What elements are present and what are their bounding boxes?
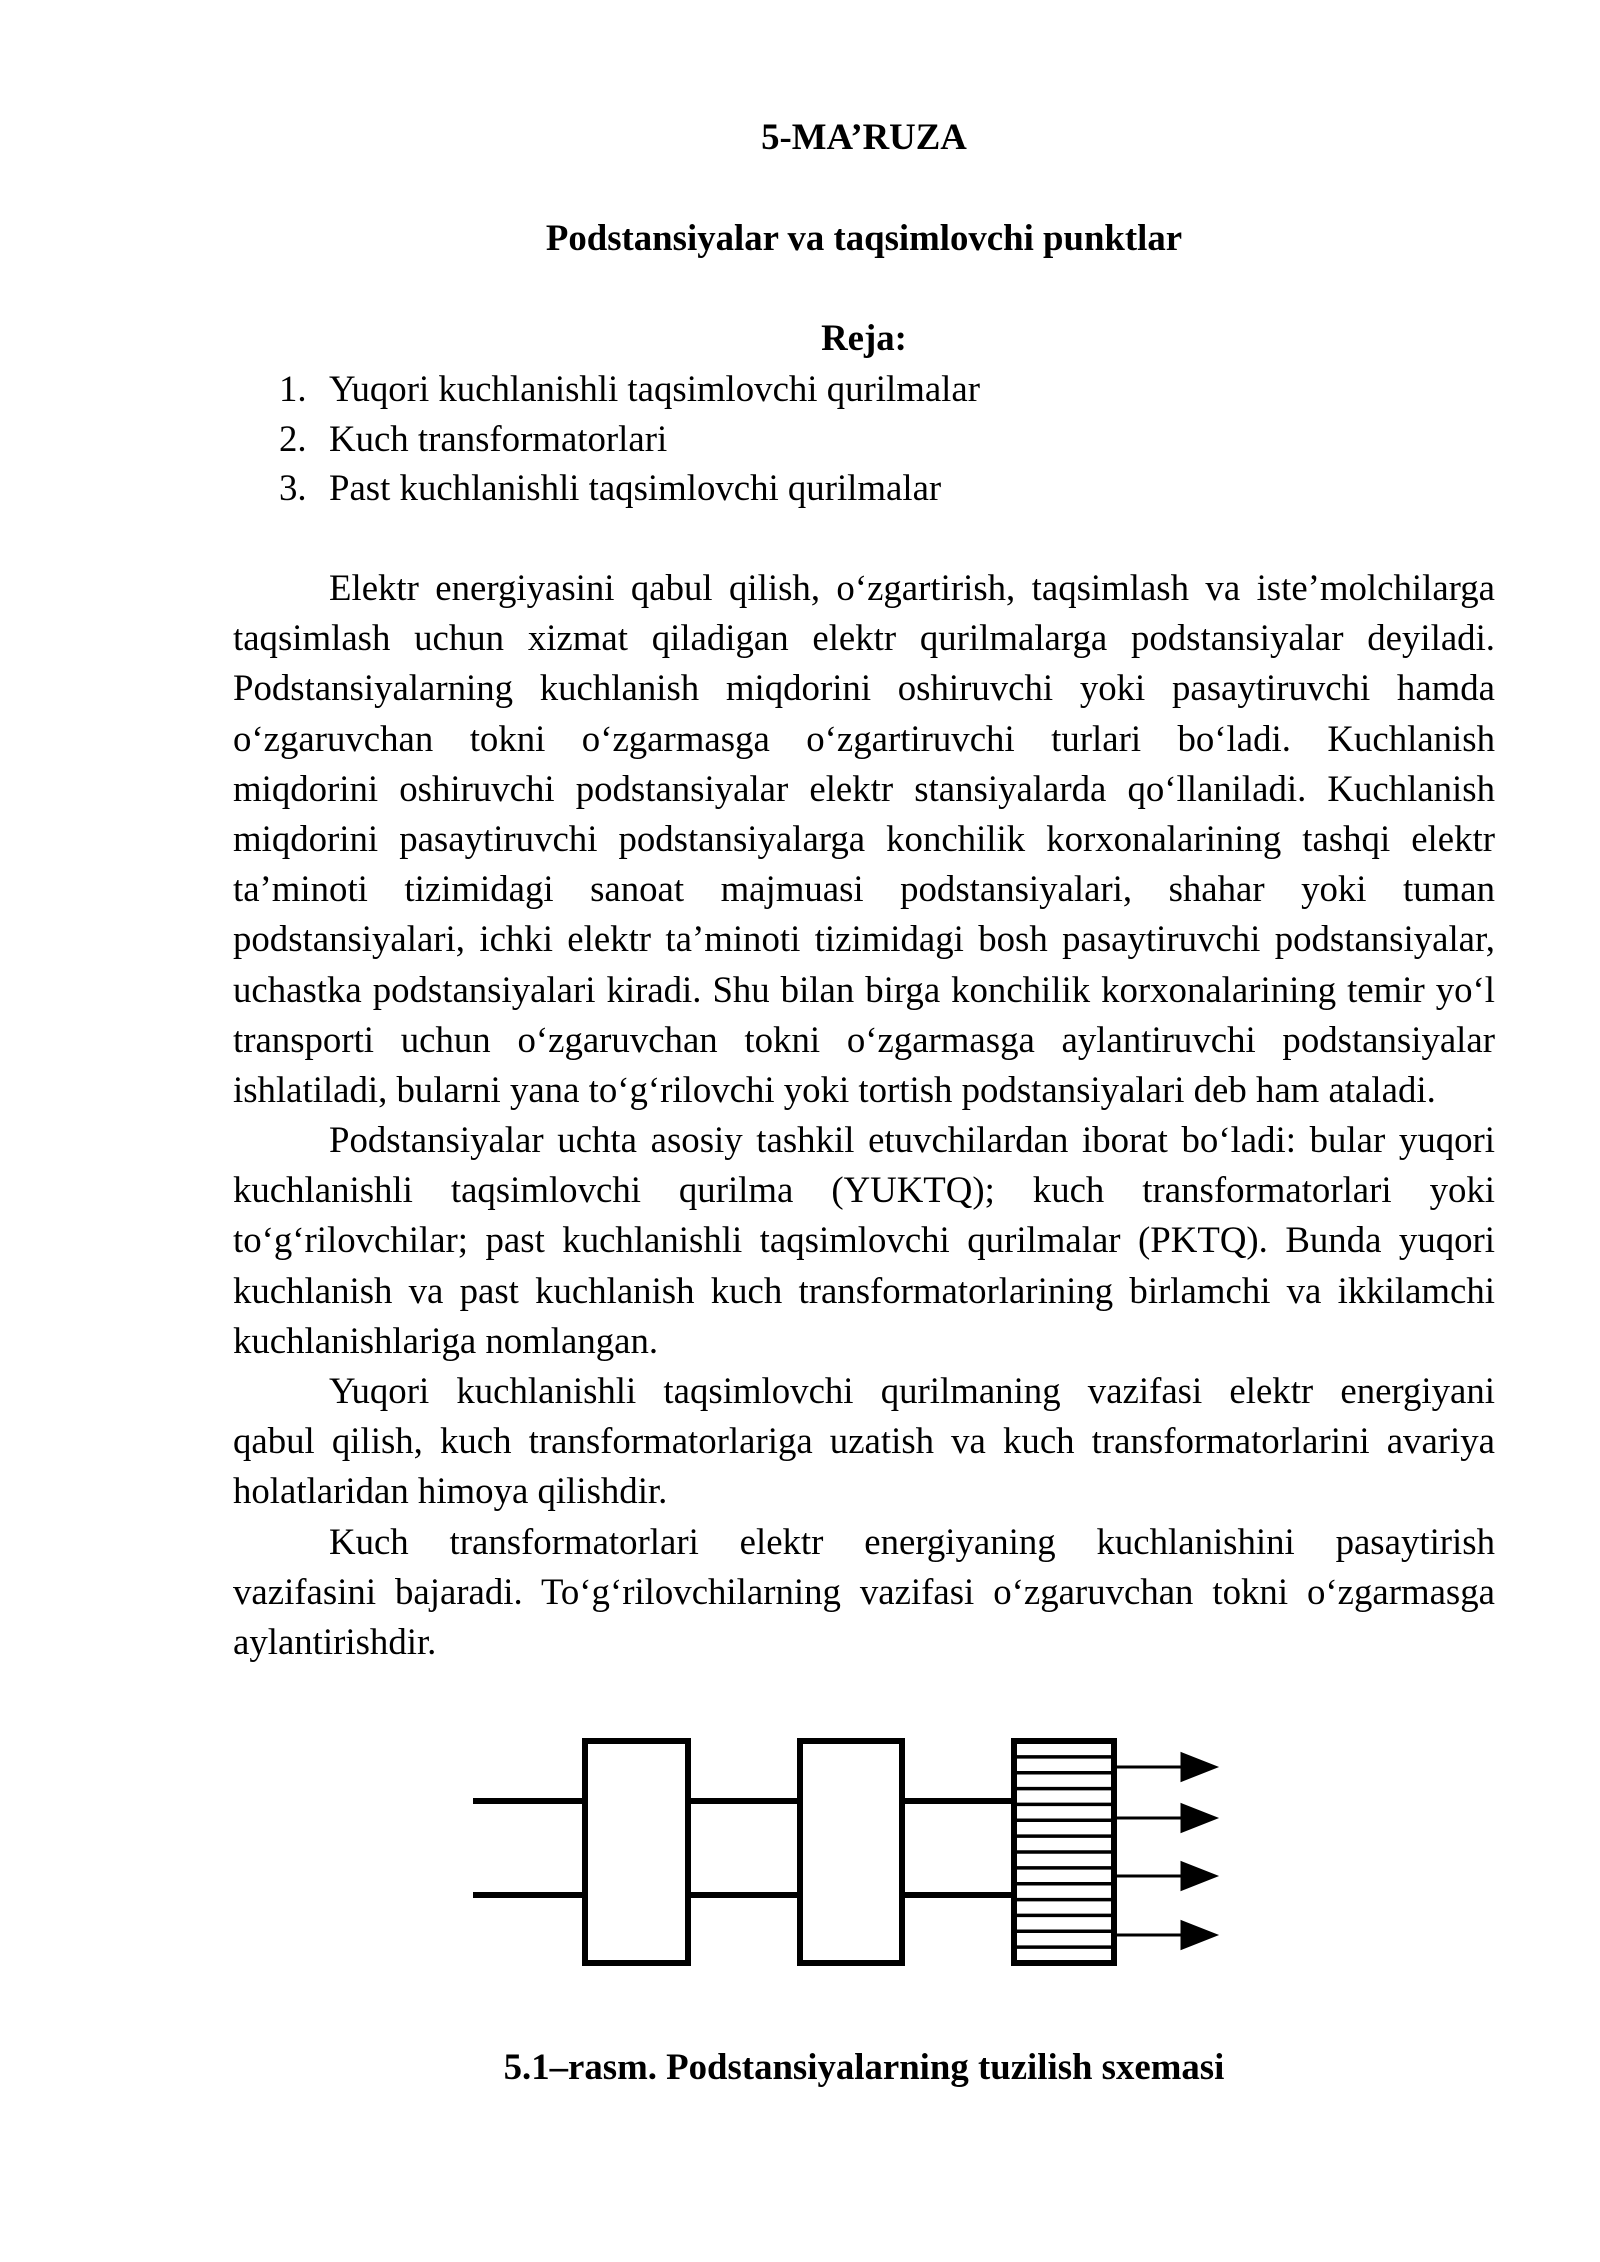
power-transformer-block — [800, 1741, 902, 1963]
arrowhead-icon — [1182, 1754, 1215, 1780]
plan-item-text: Yuqori kuchlanishli taqsimlovchi qurilmalar — [329, 368, 980, 409]
plan-item — [233, 364, 1495, 414]
text-line: miqdorini oshiruvchi podstansiyalar elektr stansiyalarda qo‘llaniladi. Kuchlanish — [233, 767, 1495, 809]
text-line: podstansiyalari, ichki elektr ta’minoti tizimidagi bosh pasaytiruvchi podstansiyalar, — [233, 918, 1495, 960]
body-text — [233, 563, 1495, 1667]
text-line: uchastka podstansiyalari kiradi. Shu bilan birga konchilik korxonalarining temir yo‘l — [233, 968, 1495, 1010]
figure-caption: 5.1–rasm. Podstansiyalarning tuzilish sxemasi — [503, 2046, 1225, 2087]
paragraph-definition — [233, 563, 1495, 1115]
lecture-subtitle: Podstansiyalar va taqsimlovchi punktlar — [545, 217, 1183, 258]
plan-item-text: Kuch transformatorlari — [329, 417, 668, 459]
paragraph-transformers — [233, 1517, 1495, 1668]
paragraph-high-voltage — [233, 1366, 1495, 1517]
text-line: Kuch transformatorlari elektr energiyaning kuchlanishini pasaytirish — [329, 1520, 1495, 1562]
text-line: Podstansiyalar uchta asosiy tashkil etuvchilardan iborat bo‘ladi: bular yuqori — [329, 1119, 1495, 1161]
text-line: aylantirishdir. — [233, 1620, 437, 1662]
text-line: Yuqori kuchlanishli taqsimlovchi qurilmaning vazifasi elektr energiyani — [329, 1370, 1495, 1411]
text-line: taqsimlash uchun xizmat qiladigan elektr qurilmalarga podstansiyalar deyiladi. — [233, 617, 1495, 659]
text-line: kuchlanishlariga nomlangan. — [233, 1319, 659, 1361]
plan-list — [233, 364, 1495, 513]
plan-item-number: 2. — [279, 417, 307, 459]
arrowhead-icon — [1182, 1805, 1215, 1831]
plan-heading: Reja: — [821, 317, 907, 358]
text-line: transporti uchun o‘zgaruvchan tokni o‘zgarmasga aylantiruvchi podstansiyalar — [233, 1018, 1495, 1060]
text-line: ta’minoti tizimidagi sanoat majmuasi podstansiyalari, shahar yoki tuman — [233, 868, 1495, 910]
plan-item — [233, 463, 1495, 513]
lecture-title: 5-MA’RUZA — [761, 116, 967, 157]
text-line: holatlaridan himoya qilishdir. — [233, 1470, 668, 1512]
plan-item — [233, 414, 1495, 464]
text-line: kuchlanishli taqsimlovchi qurilma (YUKTQ); kuch transformatorlari yoki — [233, 1169, 1495, 1211]
text-line: kuchlanish va past kuchlanish kuch transformatorlarining birlamchi va ikkilamchi — [233, 1269, 1495, 1311]
arrowhead-icon — [1182, 1863, 1215, 1889]
text-line: miqdorini pasaytiruvchi podstansiyalarga konchilik korxonalarining tashqi elektr — [233, 817, 1495, 859]
text-line: vazifasini bajaradi. To‘g‘rilovchilarning vazifasi o‘zgaruvchan tokni o‘zgarmasga — [233, 1570, 1495, 1612]
plan-item-text: Past kuchlanishli taqsimlovchi qurilmalar — [329, 467, 942, 509]
plan-item-number: 3. — [279, 467, 307, 509]
substation-structure-diagram — [460, 1720, 1240, 1990]
paragraph-components — [233, 1115, 1495, 1366]
text-line: to‘g‘rilovchilar; past kuchlanishli taqsimlovchi qurilmalar (PKTQ). Bunda yuqori — [233, 1219, 1495, 1261]
text-line: Podstansiyalarning kuchlanish miqdorini oshiruvchi yoki pasaytiruvchi hamda — [233, 667, 1495, 709]
text-line: ishlatiladi, bularni yana to‘g‘rilovchi yoki tortish podstansiyalari deb ham ataladi. — [233, 1068, 1436, 1110]
arrowhead-icon — [1182, 1922, 1215, 1948]
text-line: Elektr energiyasini qabul qilish, o‘zgartirish, taqsimlash va iste’molchilarga — [329, 567, 1495, 608]
low-voltage-switchgear-hatching — [1014, 1757, 1114, 1947]
high-voltage-switchgear-block — [585, 1741, 688, 1963]
text-line: qabul qilish, kuch transformatorlariga uzatish va kuch transformatorlarini avariya — [233, 1420, 1495, 1462]
plan-item-number: 1. — [279, 368, 307, 409]
text-line: o‘zgaruvchan tokni o‘zgarmasga o‘zgartiruvchi turlari bo‘ladi. Kuchlanish — [233, 717, 1495, 759]
